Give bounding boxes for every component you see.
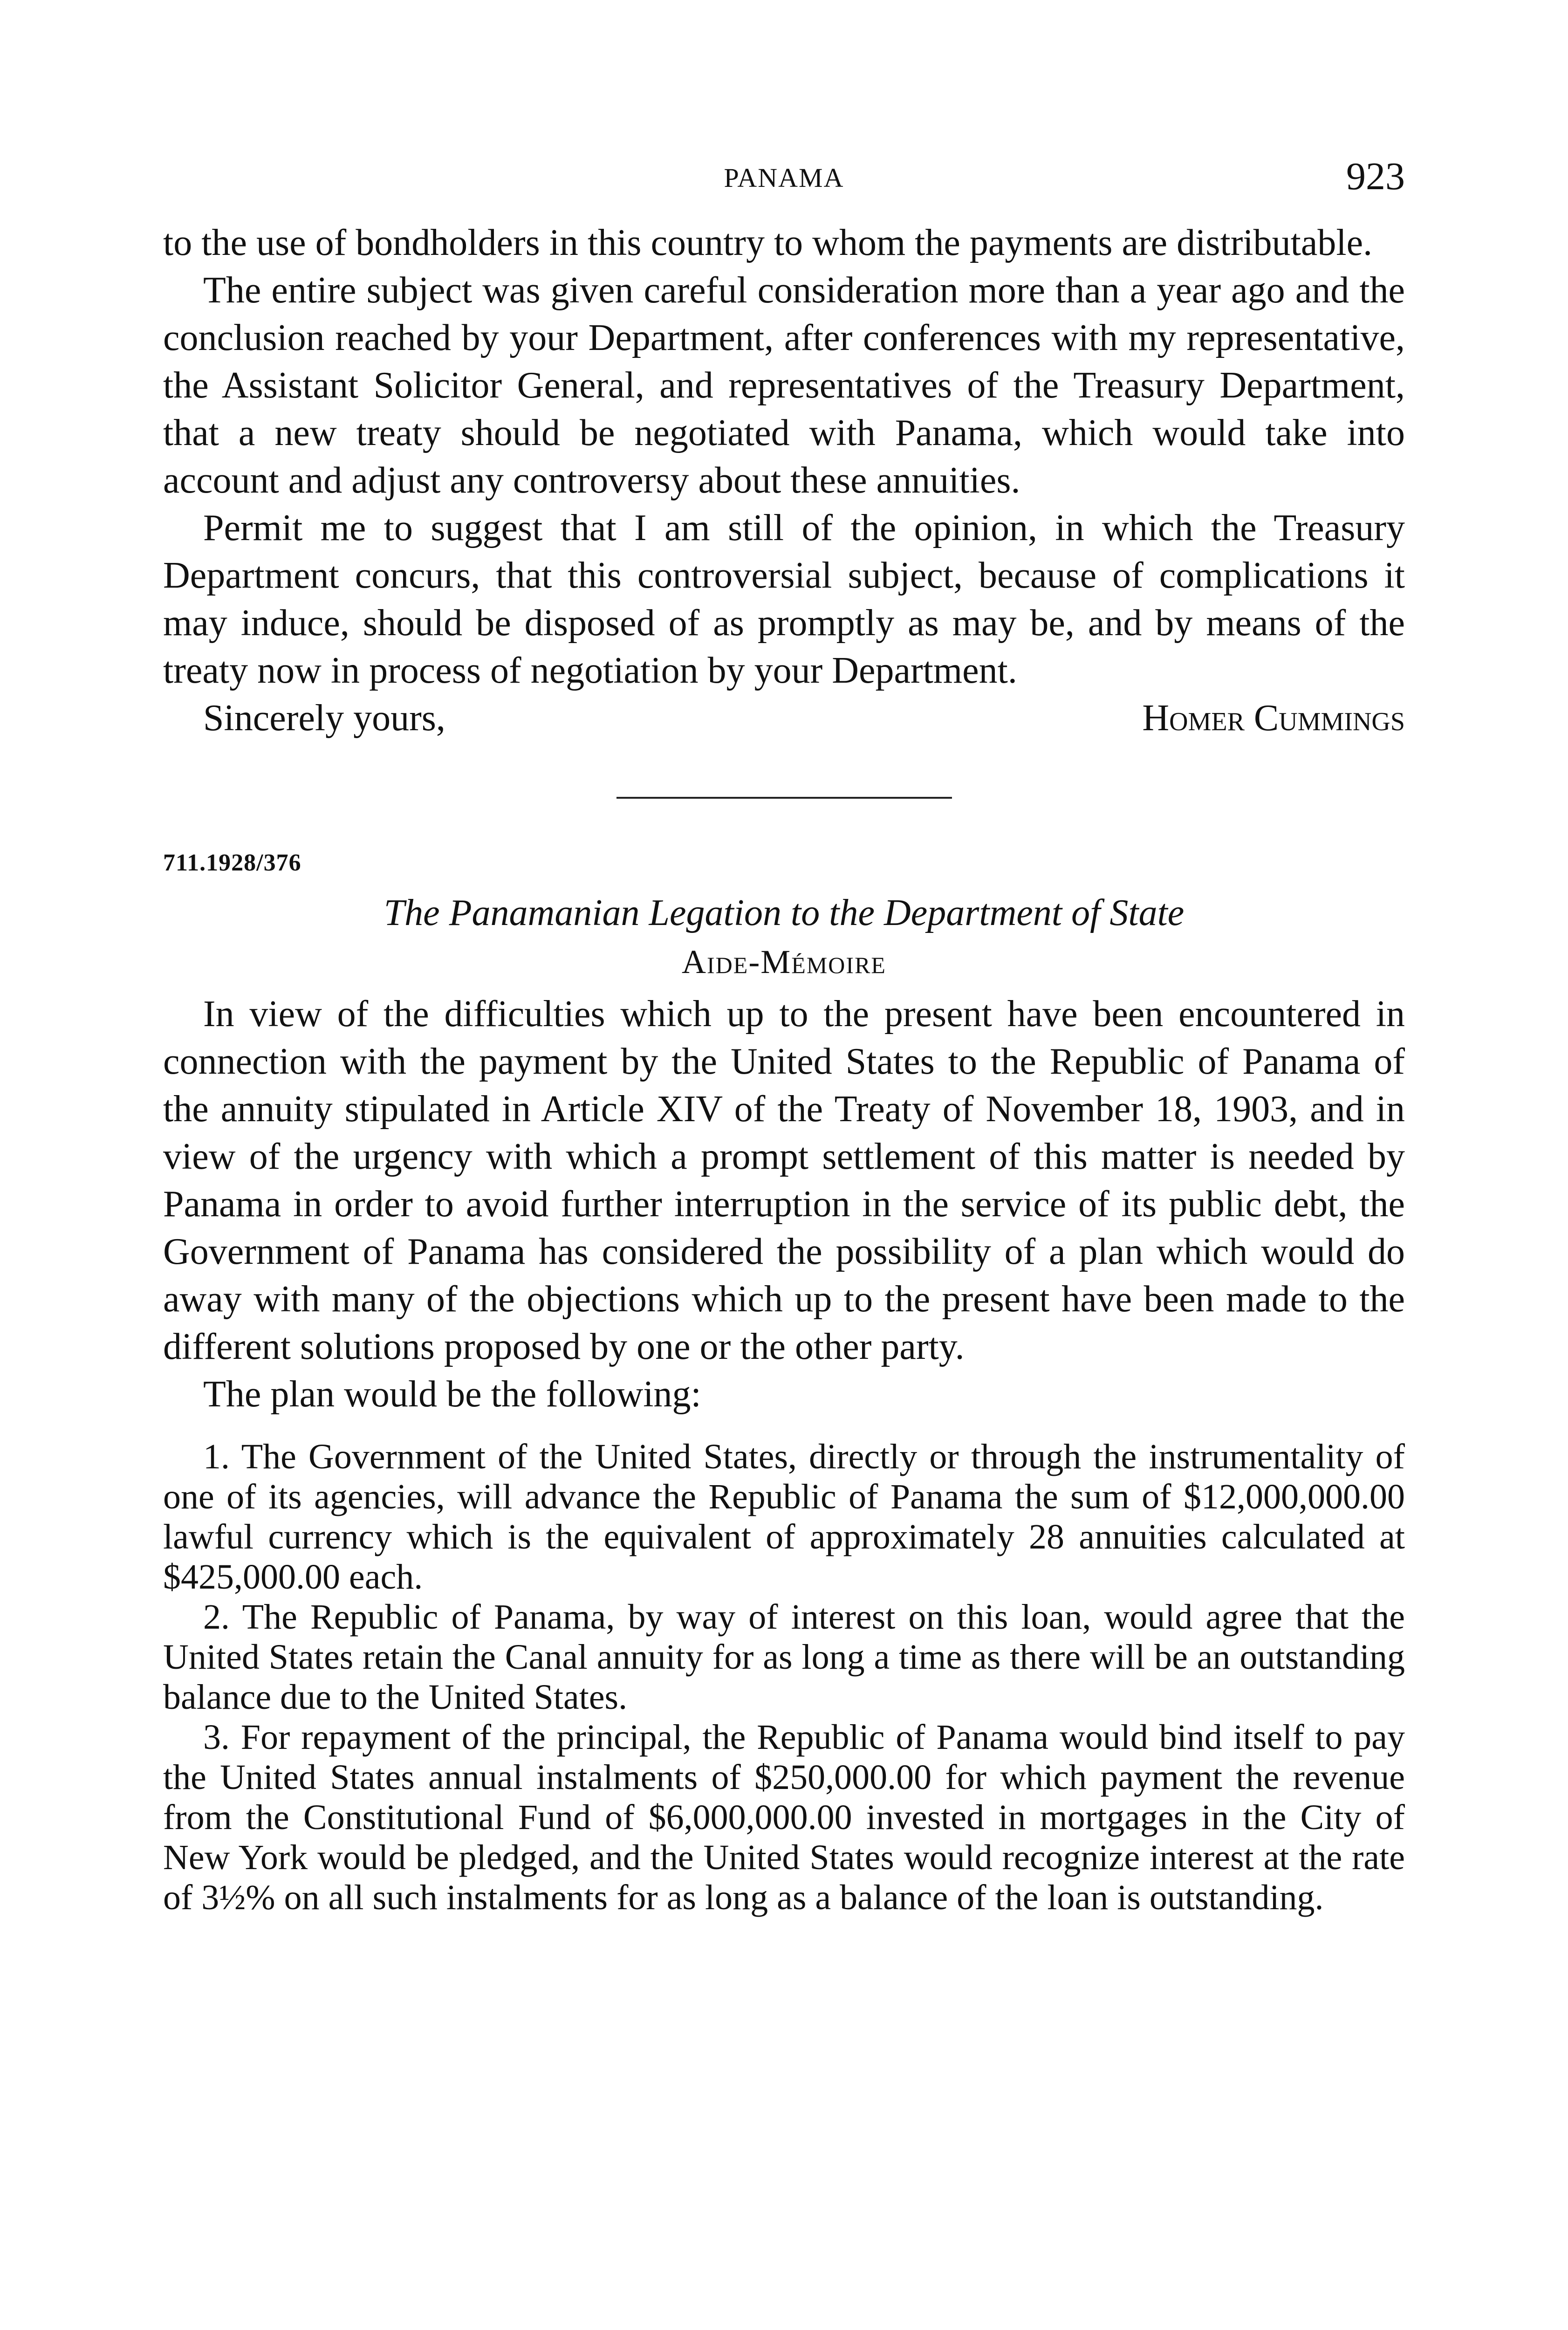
memo-paragraph: The plan would be the following: (203, 1374, 701, 1415)
running-header (163, 154, 1405, 219)
section-divider (616, 797, 952, 799)
memo-paragraph: In view of the difficulties which up to the present have been encountered in connection with the payment by the United States to the Republic of Panama of the annuity stipulated in Article XIV of the Treaty of November 18, 1903, and in view of the urgency with which a prompt settlement of this matter is needed by Panama in order to avoid further interruption in the service of its public debt, the Government of Panama has considered the possibility of a plan which would do away with many of the objections which up to the present have been made to the different solutions proposed by one or the other party. (163, 994, 1405, 1367)
plan-item: 3. For repayment of the principal, the Republic of Panama would bind itself to pay the United States annual instalments of $250,000.00 for which payment the revenue from the Constitutional Fund of $6,000,000.00 invested in mortgages in the City of New York would be pledged, and the United States would recognize interest at the rate of 3½% on all such instalments for as long as a balance of the loan is outstanding. (163, 1718, 1405, 1917)
document-title: The Panamanian Legation to the Department of State (383, 892, 1185, 933)
plan-item: 2. The Republic of Panama, by way of interest on this loan, would agree that the United States retain the Canal annuity for as long a time as there will be an outstanding balance due to the United States. (163, 1597, 1405, 1717)
file-number: 711.1928/376 (163, 850, 301, 876)
letter-paragraph: The entire subject was given careful consideration more than a year ago and the conclusion reached by your Department, after conferences with my representative, the Assistant Solicitor General, and representatives of the Treasury Department, that a new treaty should be negotiated with Panama, which would take into account and adjust any controversy about these annuities. (163, 270, 1405, 501)
plan-item: 1. The Government of the United States, directly or through the instrumentality of one of its agencies, will advance the Republic of Panama the sum of $12,000,000.00 lawful currency which is the equivalent of approximately 28 annuities calculated at $425,000.00 each. (163, 1437, 1405, 1597)
letter-paragraph: Permit me to suggest that I am still of the opinion, in which the Treasury Department concurs, that this controversial subject, because of complications it may induce, should be disposed of as promptly as may be, and by means of the treaty now in process of negotiation by your Department. (163, 507, 1405, 691)
plan-list (163, 1437, 1405, 1918)
signature: Homer Cummings (1142, 698, 1405, 739)
document-page (163, 154, 1405, 1918)
closing: Sincerely yours, (203, 698, 445, 739)
document-type: Aide-Mémoire (682, 943, 886, 980)
letter-continuation: to the use of bondholders in this country to whom the payments are distributable. (163, 222, 1373, 263)
letter-signoff (163, 694, 1405, 742)
page-number: 923 (1346, 155, 1405, 198)
running-title: PANAMA (724, 163, 844, 193)
